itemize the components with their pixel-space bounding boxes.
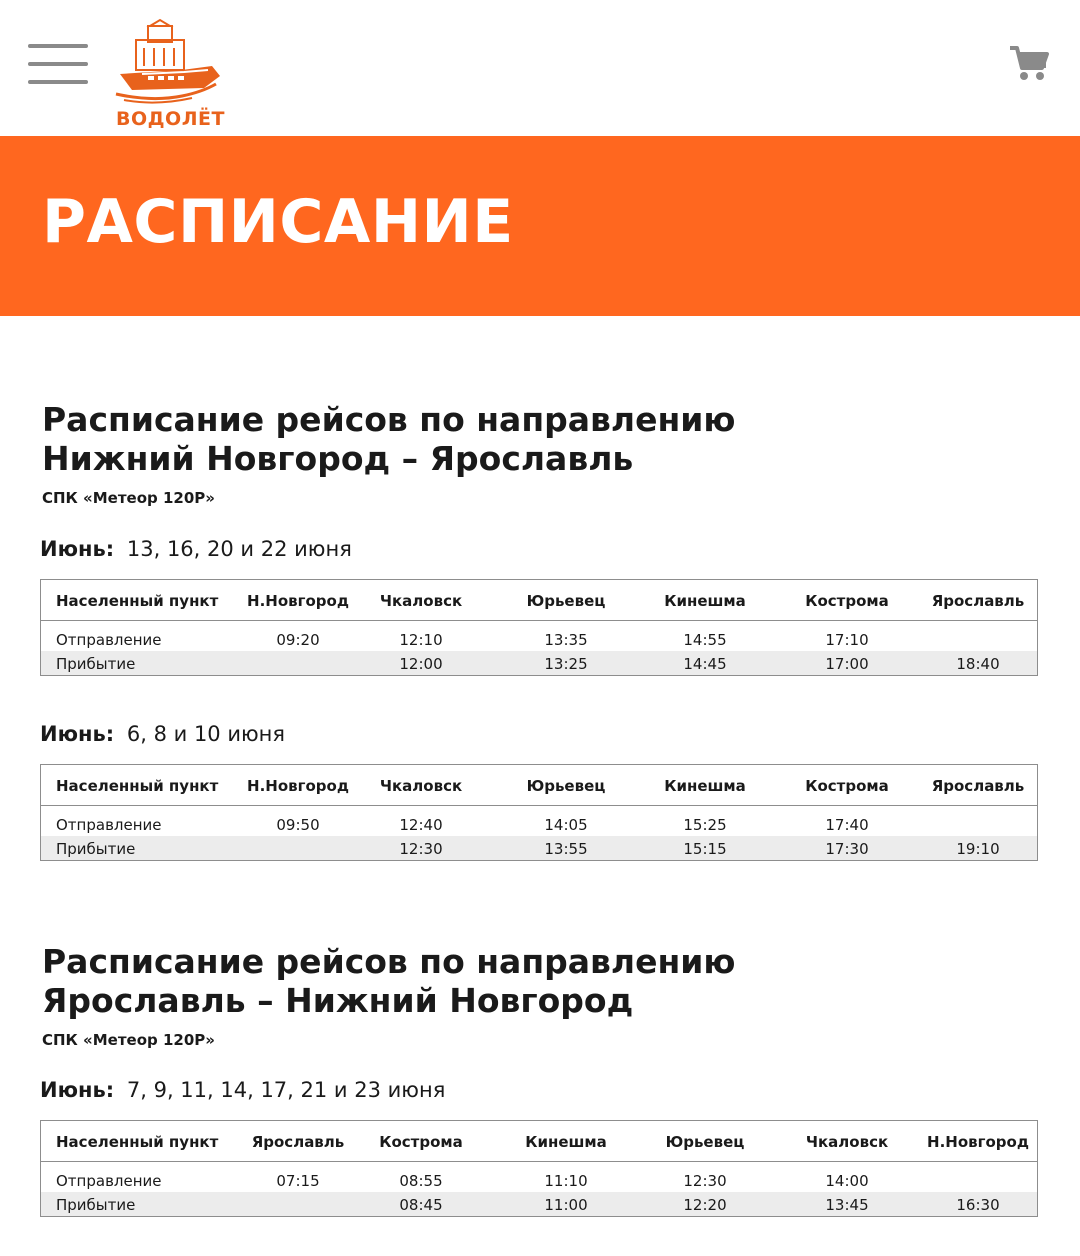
table-row	[41, 836, 1037, 860]
table-header-cell: Кострома	[379, 1133, 463, 1151]
time-cell: 12:30	[399, 840, 443, 858]
time-cell: 11:10	[544, 1172, 588, 1190]
time-cell: 12:10	[399, 631, 443, 649]
row-label: Отправление	[56, 1172, 162, 1190]
time-cell: 07:15	[276, 1172, 320, 1190]
time-cell: 13:55	[544, 840, 588, 858]
row-label: Прибытие	[56, 655, 136, 673]
table-header-cell: Чкаловск	[805, 1133, 889, 1151]
time-cell: 19:10	[956, 840, 1000, 858]
month-dates	[40, 537, 352, 561]
time-cell: 14:00	[825, 1172, 869, 1190]
table-header-cell: Кинешма	[525, 1133, 607, 1151]
dates-text: 6, 8 и 10 июня	[126, 722, 286, 746]
table-header-cell: Населенный пункт	[56, 1133, 219, 1151]
table-header-cell: Юрьевец	[526, 777, 606, 795]
table-header-cell: Юрьевец	[526, 592, 606, 610]
table-header-cell: Кострома	[805, 777, 889, 795]
month-label: Июнь:	[40, 537, 115, 561]
table-row	[41, 651, 1037, 675]
logo-text: ВОДОЛЁТ	[116, 108, 225, 130]
time-cell: 14:45	[683, 655, 727, 673]
page-title: РАСПИСАНИЕ	[42, 187, 514, 257]
time-cell: 13:25	[544, 655, 588, 673]
time-cell: 12:20	[683, 1196, 727, 1214]
page-banner	[0, 136, 1080, 316]
section-title-line: Расписание рейсов по направлению	[42, 942, 736, 981]
row-label: Прибытие	[56, 840, 136, 858]
vessel-name: СПК «Метеор 120Р»	[42, 489, 215, 507]
time-cell: 15:25	[683, 816, 727, 834]
time-cell: 14:55	[683, 631, 727, 649]
time-cell: 14:05	[544, 816, 588, 834]
time-cell: 17:30	[825, 840, 869, 858]
table-header-row	[41, 1121, 1037, 1162]
table-header-cell: Ярославль	[931, 592, 1025, 610]
section-title-line: Расписание рейсов по направлению	[42, 400, 736, 439]
section-title-line: Нижний Новгород – Ярославль	[42, 439, 634, 478]
month-label: Июнь:	[40, 1078, 115, 1102]
hamburger-menu-icon[interactable]	[28, 44, 88, 84]
schedule-table	[40, 764, 1038, 861]
row-label: Отправление	[56, 816, 162, 834]
table-header-cell: Кинешма	[664, 777, 746, 795]
row-label: Отправление	[56, 631, 162, 649]
site-header	[0, 0, 1080, 136]
table-header-row	[41, 765, 1037, 806]
month-dates	[40, 722, 285, 746]
schedule-table	[40, 1120, 1038, 1217]
table-header-cell: Н.Новгород	[247, 777, 349, 795]
table-header-cell: Н.Новгород	[247, 592, 349, 610]
table-header-cell: Юрьевец	[665, 1133, 745, 1151]
dates-text: 13, 16, 20 и 22 июня	[126, 537, 352, 561]
month-dates	[40, 1078, 445, 1102]
time-cell: 12:40	[399, 816, 443, 834]
table-header-cell: Кострома	[805, 592, 889, 610]
table-header-cell: Кинешма	[664, 592, 746, 610]
time-cell: 17:00	[825, 655, 869, 673]
table-header-cell: Н.Новгород	[927, 1133, 1029, 1151]
time-cell: 08:45	[399, 1196, 443, 1214]
time-cell: 17:40	[825, 816, 869, 834]
site-logo[interactable]	[112, 18, 224, 134]
table-header-row	[41, 580, 1037, 621]
section-title-nn-yaroslavl	[42, 400, 735, 478]
table-row	[41, 627, 1037, 651]
table-row	[41, 812, 1037, 836]
time-cell: 09:20	[276, 631, 320, 649]
hydrofoil-logo-icon	[112, 18, 224, 108]
section-title-line: Ярославль – Нижний Новгород	[42, 981, 634, 1020]
time-cell: 13:45	[825, 1196, 869, 1214]
time-cell: 18:40	[956, 655, 1000, 673]
time-cell: 11:00	[544, 1196, 588, 1214]
table-header-cell: Населенный пункт	[56, 777, 219, 795]
table-header-cell: Ярославль	[931, 777, 1025, 795]
vessel-name: СПК «Метеор 120Р»	[42, 1031, 215, 1049]
table-row	[41, 1192, 1037, 1216]
table-header-cell: Чкаловск	[379, 592, 463, 610]
table-header-cell: Ярославль	[251, 1133, 345, 1151]
time-cell: 13:35	[544, 631, 588, 649]
table-header-cell: Населенный пункт	[56, 592, 219, 610]
month-label: Июнь:	[40, 722, 115, 746]
dates-text: 7, 9, 11, 14, 17, 21 и 23 июня	[126, 1078, 446, 1102]
row-label: Прибытие	[56, 1196, 136, 1214]
table-row	[41, 1168, 1037, 1192]
time-cell: 12:30	[683, 1172, 727, 1190]
time-cell: 08:55	[399, 1172, 443, 1190]
schedule-table	[40, 579, 1038, 676]
time-cell: 12:00	[399, 655, 443, 673]
cart-icon[interactable]	[1008, 44, 1050, 82]
time-cell: 09:50	[276, 816, 320, 834]
section-title-yaroslavl-nn	[42, 942, 735, 1020]
table-header-cell: Чкаловск	[379, 777, 463, 795]
time-cell: 17:10	[825, 631, 869, 649]
time-cell: 16:30	[956, 1196, 1000, 1214]
time-cell: 15:15	[683, 840, 727, 858]
